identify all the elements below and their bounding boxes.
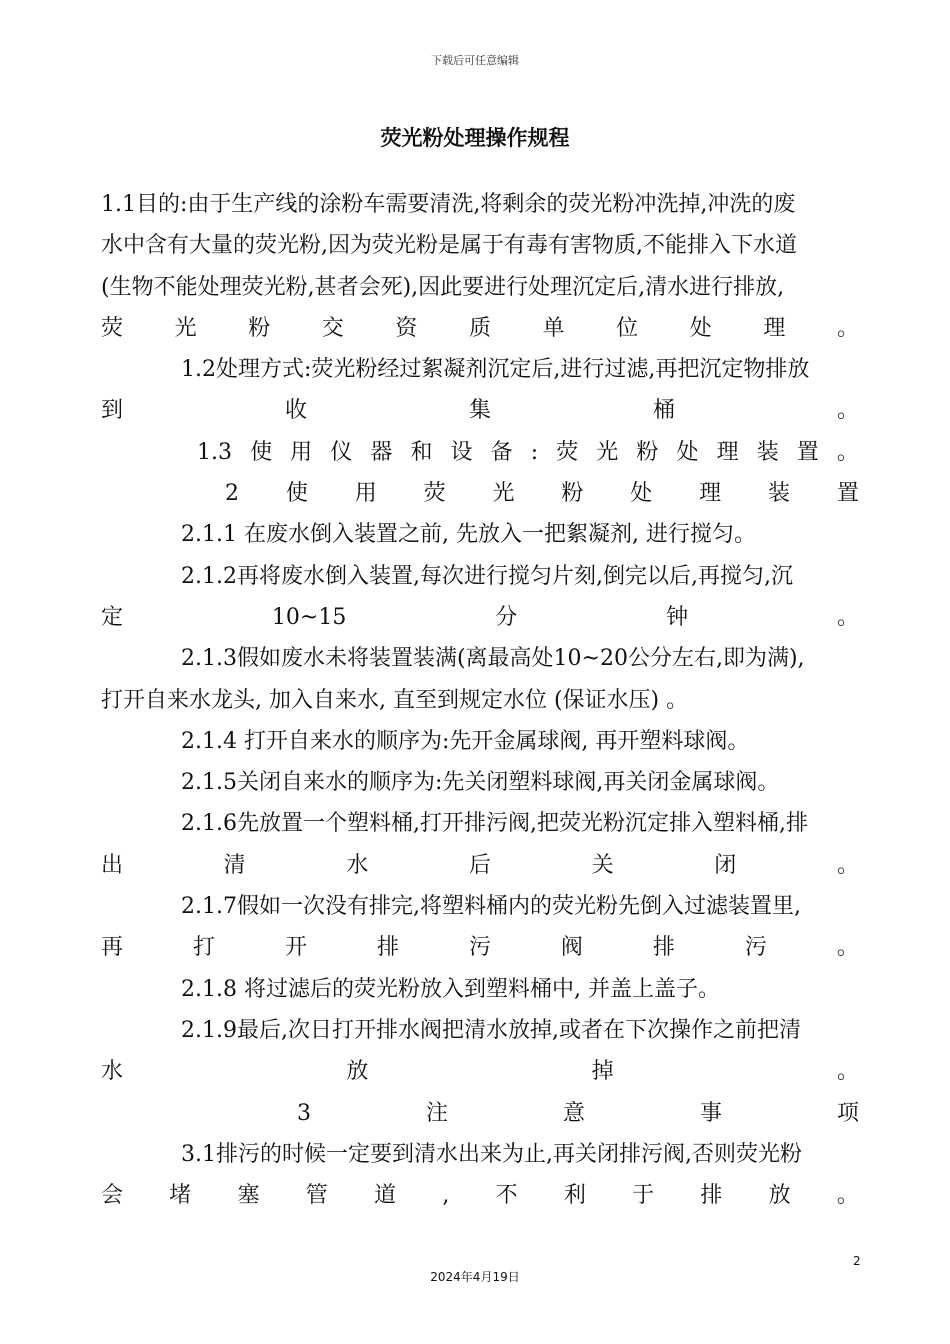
text-token: 排 <box>376 935 399 961</box>
text-token: 定 <box>101 604 124 630</box>
text-token: 排 <box>700 1183 723 1209</box>
text-token: , <box>442 1183 450 1209</box>
text-token: 用 <box>354 481 377 507</box>
text-token: 10~15 <box>271 604 347 630</box>
text-token: 再 <box>101 935 124 961</box>
text-token: 。 <box>836 935 859 961</box>
text-line: 2.1.1 在废水倒入装置之前, 先放入一把絮凝剂, 进行搅匀。 <box>181 522 756 548</box>
text-line: 2.1.9最后,次日打开排水阀把清水放掉,或者在下次操作之前把清 <box>181 1017 801 1043</box>
text-token: 置 <box>836 481 859 507</box>
text-token: 光 <box>492 481 515 507</box>
text-line: 打开自来水龙头, 加入自来水, 直至到规定水位 (保证水压) 。 <box>101 687 689 713</box>
text-token: 使 <box>250 439 273 465</box>
text-line: 2.1.3假如废水未将装置装满(离最高处10~20公分左右,即为满), <box>181 646 805 672</box>
text-token: 注 <box>425 1100 448 1126</box>
text-token: 分 <box>495 604 518 630</box>
text-line: 2.1.7假如一次没有排完,将塑料桶内的荧光粉先倒入过滤装置里, <box>181 894 801 920</box>
text-token: 荧 <box>556 439 579 465</box>
text-line: 2.1.6先放置一个塑料桶,打开排污阀,把荧光粉沉定排入塑料桶,排 <box>181 811 808 837</box>
text-token: 2 <box>225 481 239 507</box>
text-token: 意 <box>562 1100 585 1126</box>
text-line <box>101 473 859 514</box>
text-token: 收 <box>284 398 307 424</box>
text-token: 排 <box>652 935 675 961</box>
text-token: 会 <box>101 1183 124 1209</box>
text-token: 到 <box>101 398 124 424</box>
text-token: 粉 <box>248 315 271 341</box>
text-token: 打 <box>192 935 215 961</box>
text-token: 塞 <box>237 1183 260 1209</box>
text-token: 清 <box>223 852 246 878</box>
text-line: 水中含有大量的荧光粉,因为荧光粉是属于有毒有害物质,不能排入下水道 <box>101 233 797 259</box>
text-token: 闭 <box>714 852 737 878</box>
text-line: 1.2处理方式:荧光粉经过絮凝剂沉定后,进行过滤,再把沉定物排放 <box>181 357 810 383</box>
text-line: 1.1目的:由于生产线的涂粉车需要清洗,将剩余的荧光粉冲洗掉,冲洗的废 <box>101 192 796 217</box>
text-token: 钟 <box>666 604 689 630</box>
footer-date: 2024年4月19日 <box>430 1270 520 1284</box>
text-token: 项 <box>836 1100 859 1126</box>
text-token: 污 <box>744 935 767 961</box>
text-token: 用 <box>290 439 313 465</box>
text-token: 荧 <box>423 481 446 507</box>
text-token: 和 <box>410 439 433 465</box>
text-token: 污 <box>468 935 491 961</box>
text-token: 。 <box>836 439 859 465</box>
text-token: 。 <box>836 604 859 630</box>
text-token: 光 <box>596 439 619 465</box>
text-token: 。 <box>836 1183 859 1209</box>
text-token: 仪 <box>330 439 353 465</box>
text-token: 1.3 <box>197 439 232 465</box>
text-token: 桶 <box>652 398 675 424</box>
text-token: 水 <box>346 852 369 878</box>
text-token: 关 <box>591 852 614 878</box>
text-token: 使 <box>285 481 308 507</box>
text-token: 。 <box>836 1059 859 1085</box>
text-line: 2.1.4 打开自来水的顺序为:先开金属球阀, 再开塑料球阀。 <box>181 728 750 754</box>
text-token: 堵 <box>169 1183 192 1209</box>
text-token: 装 <box>756 439 779 465</box>
text-token: 质 <box>468 315 491 341</box>
text-token: 资 <box>395 315 418 341</box>
text-token: 粉 <box>561 481 584 507</box>
text-token: 理 <box>716 439 739 465</box>
text-token: 单 <box>542 315 565 341</box>
text-token: 后 <box>468 852 491 878</box>
text-line <box>101 1175 859 1216</box>
text-token: 光 <box>174 315 197 341</box>
text-line: 2.1.8 将过滤后的荧光粉放入到塑料桶中, 并盖上盖子。 <box>181 976 720 1002</box>
text-token: 利 <box>563 1183 586 1209</box>
text-token: 水 <box>101 1059 124 1085</box>
text-line <box>101 845 859 886</box>
text-token: 荧 <box>101 315 124 341</box>
text-token: 处 <box>676 439 699 465</box>
text-token: : <box>530 439 539 465</box>
text-token: 器 <box>370 439 393 465</box>
text-token: 处 <box>689 315 712 341</box>
text-token: 放 <box>768 1183 791 1209</box>
text-token: 交 <box>321 315 344 341</box>
text-line: 3.1排污的时候一定要到清水出来为止,再关闭排污阀,否则荧光粉 <box>181 1141 802 1167</box>
text-token: 粉 <box>636 439 659 465</box>
text-token: 集 <box>468 398 491 424</box>
page-number: 2 <box>853 1254 861 1268</box>
text-token: 道 <box>374 1183 397 1209</box>
header-note: 下载后可任意编辑 <box>431 54 519 67</box>
text-line: 2.1.2再将废水倒入装置,每次进行搅匀片刻,倒完以后,再搅匀,沉 <box>181 563 793 589</box>
text-line <box>101 927 859 968</box>
text-token: 处 <box>630 481 653 507</box>
text-line <box>101 597 859 638</box>
text-line: 2.1.5关闭自来水的顺序为:先关闭塑料球阀,再关闭金属球阀。 <box>181 770 780 796</box>
text-token: 置 <box>796 439 819 465</box>
text-token: 。 <box>836 398 859 424</box>
text-token: 。 <box>836 852 859 878</box>
document-body <box>101 184 859 1216</box>
text-token: 设 <box>450 439 473 465</box>
text-token: 阀 <box>560 935 583 961</box>
text-token: 放 <box>346 1059 369 1085</box>
text-token: 不 <box>495 1183 518 1209</box>
text-token: 出 <box>101 852 124 878</box>
text-token: 。 <box>836 315 859 341</box>
text-line <box>101 1093 859 1134</box>
text-line <box>101 432 859 473</box>
text-token: 位 <box>616 315 639 341</box>
text-token: 理 <box>699 481 722 507</box>
text-token: 开 <box>284 935 307 961</box>
text-token: 理 <box>763 315 786 341</box>
document-title: 荧光粉处理操作规程 <box>380 126 570 150</box>
text-token: 装 <box>767 481 790 507</box>
text-token: 3 <box>297 1100 311 1126</box>
text-line <box>101 1051 859 1092</box>
text-token: 事 <box>699 1100 722 1126</box>
text-token: 于 <box>632 1183 655 1209</box>
text-line <box>101 390 859 431</box>
text-token: 掉 <box>591 1059 614 1085</box>
text-line: (生物不能处理荧光粉,甚者会死),因此要进行处理沉定后,清水进行排放, <box>101 274 785 300</box>
text-line <box>101 308 859 349</box>
text-token: 管 <box>305 1183 328 1209</box>
text-token: 备 <box>490 439 513 465</box>
